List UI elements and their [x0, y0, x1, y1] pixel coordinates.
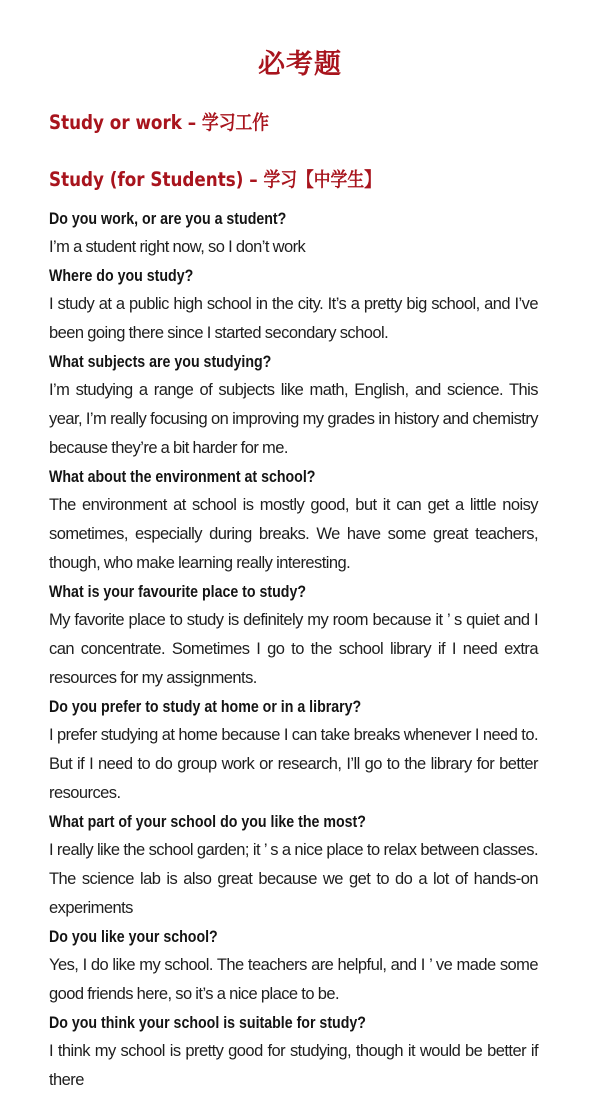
question: Do you work, or are you a student?: [49, 210, 287, 228]
question: Where do you study?: [49, 267, 194, 285]
answer: I really like the school garden; it ’ s a nice place to relax between classes. The science lab is also great because we get to do a lot of hands-on experiments: [49, 841, 538, 917]
question: Do you think your school is suitable for study?: [49, 1014, 366, 1032]
question: Do you like your school?: [49, 928, 218, 946]
qa-item: [49, 205, 538, 262]
answer: I prefer studying at home because I can take breaks whenever I need to. But if I need to do group work or research, I’ll go to the library for better resources.: [49, 726, 538, 802]
answer: The environment at school is mostly good, but it can get a little noisy sometimes, especially during breaks. We have some great teachers, though, who make learning really interesting.: [49, 496, 538, 572]
qa-item: [49, 808, 538, 923]
qa-item: [49, 923, 538, 1009]
question: What is your favourite place to study?: [49, 583, 307, 601]
qa-item: [49, 1009, 538, 1095]
qa-item: [49, 578, 538, 693]
answer: My favorite place to study is definitely my room because it ’ s quiet and I can concentrate. Sometimes I go to the school library if I need extra resources for my assignments.: [49, 611, 538, 687]
question: Do you prefer to study at home or in a library?: [49, 698, 362, 716]
question: What subjects are you studying?: [49, 353, 272, 371]
question: What about the environment at school?: [49, 468, 316, 486]
section-heading: Study or work – 学习工作: [49, 111, 270, 134]
qa-item: [49, 693, 538, 808]
qa-list: [49, 205, 538, 1095]
question: What part of your school do you like the most?: [49, 813, 366, 831]
answer: I’m a student right now, so I don’t work: [49, 238, 306, 256]
qa-item: [49, 348, 538, 463]
answer: I think my school is pretty good for studying, though it would be better if there: [49, 1042, 538, 1089]
answer: Yes, I do like my school. The teachers are helpful, and I ’ ve made some good friends here, so it’s a nice place to be.: [49, 956, 538, 1003]
qa-item: [49, 463, 538, 578]
qa-item: [49, 262, 538, 348]
subsection-heading: Study (for Students) – 学习【中学生】: [49, 168, 381, 191]
answer: I study at a public high school in the city. It’s a pretty big school, and I’ve been going there since I started secondary school.: [49, 295, 538, 342]
document-title: 必考题: [258, 49, 342, 80]
answer: I’m studying a range of subjects like math, English, and science. This year, I’m really focusing on improving my grades in history and chemistry because they’re a bit harder for me.: [49, 381, 538, 457]
